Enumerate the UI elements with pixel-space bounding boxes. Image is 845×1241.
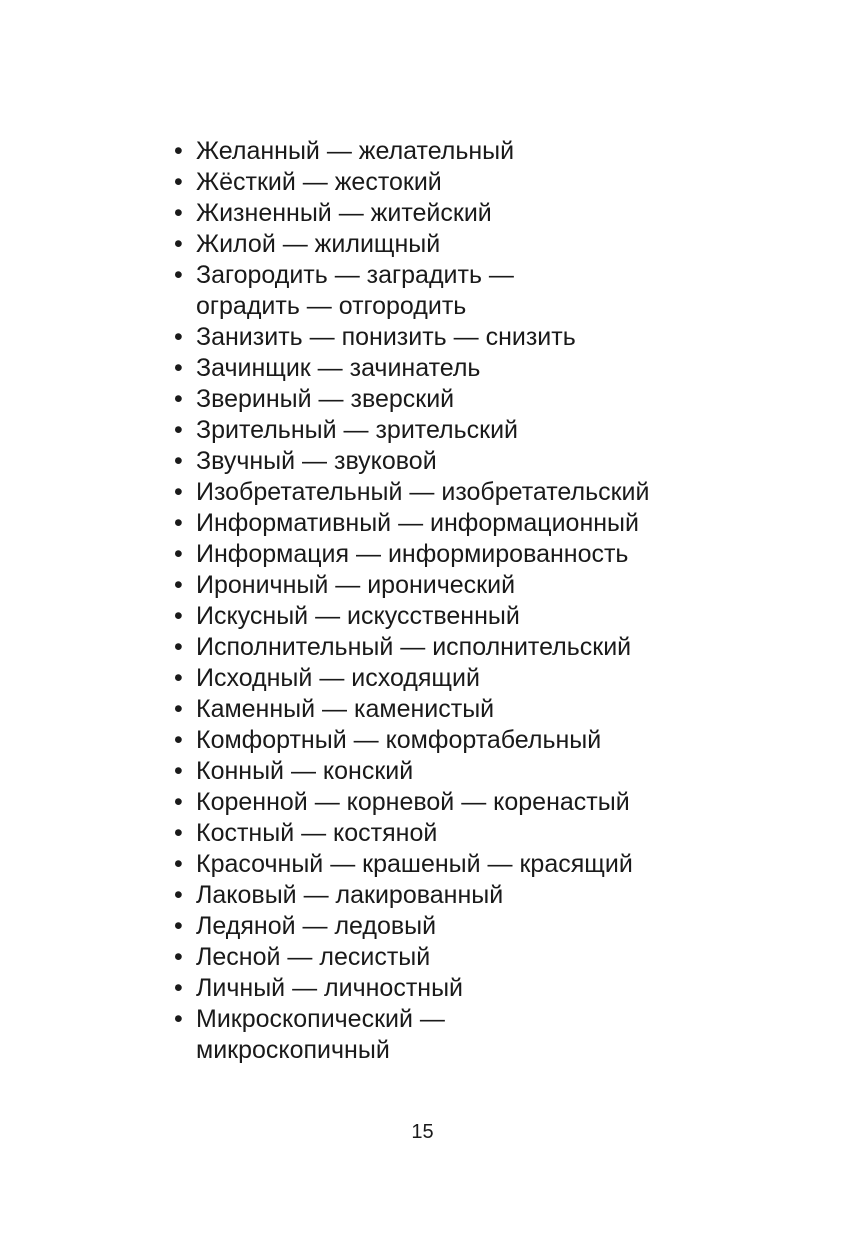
- list-item-text: Лесной — лесистый: [196, 943, 431, 971]
- list-item: [174, 725, 814, 756]
- list-item: [174, 384, 814, 415]
- list-item: [174, 849, 814, 880]
- bullet-icon: •: [174, 540, 183, 568]
- list-item-text: Зачинщик — зачинатель: [196, 354, 481, 382]
- list-item: [174, 632, 814, 663]
- bullet-icon: •: [174, 137, 183, 165]
- bullet-icon: •: [174, 912, 183, 940]
- list-item-text: Лаковый — лакированный: [196, 881, 504, 909]
- list-item-text: Информативный — информационный: [196, 509, 639, 537]
- list-item-text: Искусный — искусственный: [196, 602, 520, 630]
- bullet-icon: •: [174, 478, 183, 506]
- list-item-text: Желанный — желательный: [196, 137, 515, 165]
- list-item-text: Ледяной — ледовый: [196, 912, 437, 940]
- list-item-text: Информация — информированность: [196, 540, 629, 568]
- list-item-text: Костный — костяной: [196, 819, 438, 847]
- bullet-icon: •: [174, 385, 183, 413]
- paronym-list: [174, 136, 814, 1066]
- bullet-icon: •: [174, 1005, 183, 1033]
- list-item-text: Исходный — исходящий: [196, 664, 480, 692]
- list-item: [174, 260, 814, 322]
- list-item-text: Коренной — корневой — коренастый: [196, 788, 630, 816]
- bullet-icon: •: [174, 602, 183, 630]
- list-item: [174, 973, 814, 1004]
- list-item-text: Звериный — зверский: [196, 385, 455, 413]
- list-item: [174, 136, 814, 167]
- list-item: [174, 942, 814, 973]
- list-item: [174, 477, 814, 508]
- bullet-icon: •: [174, 850, 183, 878]
- list-item: [174, 322, 814, 353]
- bullet-icon: •: [174, 757, 183, 785]
- list-item-text: Красочный — крашеный — красящий: [196, 850, 633, 878]
- list-item: [174, 787, 814, 818]
- list-item-text: Жёсткий — жестокий: [196, 168, 442, 196]
- list-item-text: Конный — конский: [196, 757, 414, 785]
- list-item: [174, 167, 814, 198]
- bullet-icon: •: [174, 261, 183, 289]
- list-item: [174, 508, 814, 539]
- bullet-icon: •: [174, 695, 183, 723]
- bullet-icon: •: [174, 199, 183, 227]
- bullet-icon: •: [174, 447, 183, 475]
- list-item: [174, 880, 814, 911]
- list-item-text: Личный — личностный: [196, 974, 464, 1002]
- bullet-icon: •: [174, 571, 183, 599]
- list-item-text: Изобретательный — изобретательский: [196, 478, 650, 506]
- bullet-icon: •: [174, 943, 183, 971]
- bullet-icon: •: [174, 509, 183, 537]
- list-item: [174, 539, 814, 570]
- list-item: [174, 818, 814, 849]
- list-item: [174, 415, 814, 446]
- bullet-icon: •: [174, 230, 183, 258]
- bullet-icon: •: [174, 881, 183, 909]
- list-item: [174, 229, 814, 260]
- list-item: [174, 756, 814, 787]
- bullet-icon: •: [174, 416, 183, 444]
- list-item: [174, 694, 814, 725]
- bullet-icon: •: [174, 323, 183, 351]
- bullet-icon: •: [174, 354, 183, 382]
- list-item-text: Микроскопический — микроскопичный: [196, 1005, 445, 1064]
- list-item-text: Жилой — жилищный: [196, 230, 441, 258]
- list-item-text: Загородить — заградить — оградить — отгородить: [196, 261, 514, 320]
- list-item-text: Занизить — понизить — снизить: [196, 323, 576, 351]
- bullet-icon: •: [174, 819, 183, 847]
- list-item-text: Зрительный — зрительский: [196, 416, 519, 444]
- list-item: [174, 198, 814, 229]
- list-item-text: Жизненный — житейский: [196, 199, 492, 227]
- list-item: [174, 601, 814, 632]
- list-item: [174, 353, 814, 384]
- list-item: [174, 1004, 814, 1066]
- bullet-icon: •: [174, 664, 183, 692]
- bullet-icon: •: [174, 726, 183, 754]
- bullet-icon: •: [174, 788, 183, 816]
- page-number: 15: [411, 1121, 434, 1143]
- list-item-text: Ироничный — иронический: [196, 571, 516, 599]
- list-item: [174, 663, 814, 694]
- list-item-text: Каменный — каменистый: [196, 695, 495, 723]
- list-item-text: Комфортный — комфортабельный: [196, 726, 602, 754]
- list-item: [174, 446, 814, 477]
- list-item-text: Исполнительный — исполнительский: [196, 633, 632, 661]
- bullet-icon: •: [174, 168, 183, 196]
- list-item: [174, 911, 814, 942]
- bullet-icon: •: [174, 633, 183, 661]
- list-item: [174, 570, 814, 601]
- list-item-text: Звучный — звуковой: [196, 447, 437, 475]
- bullet-icon: •: [174, 974, 183, 1002]
